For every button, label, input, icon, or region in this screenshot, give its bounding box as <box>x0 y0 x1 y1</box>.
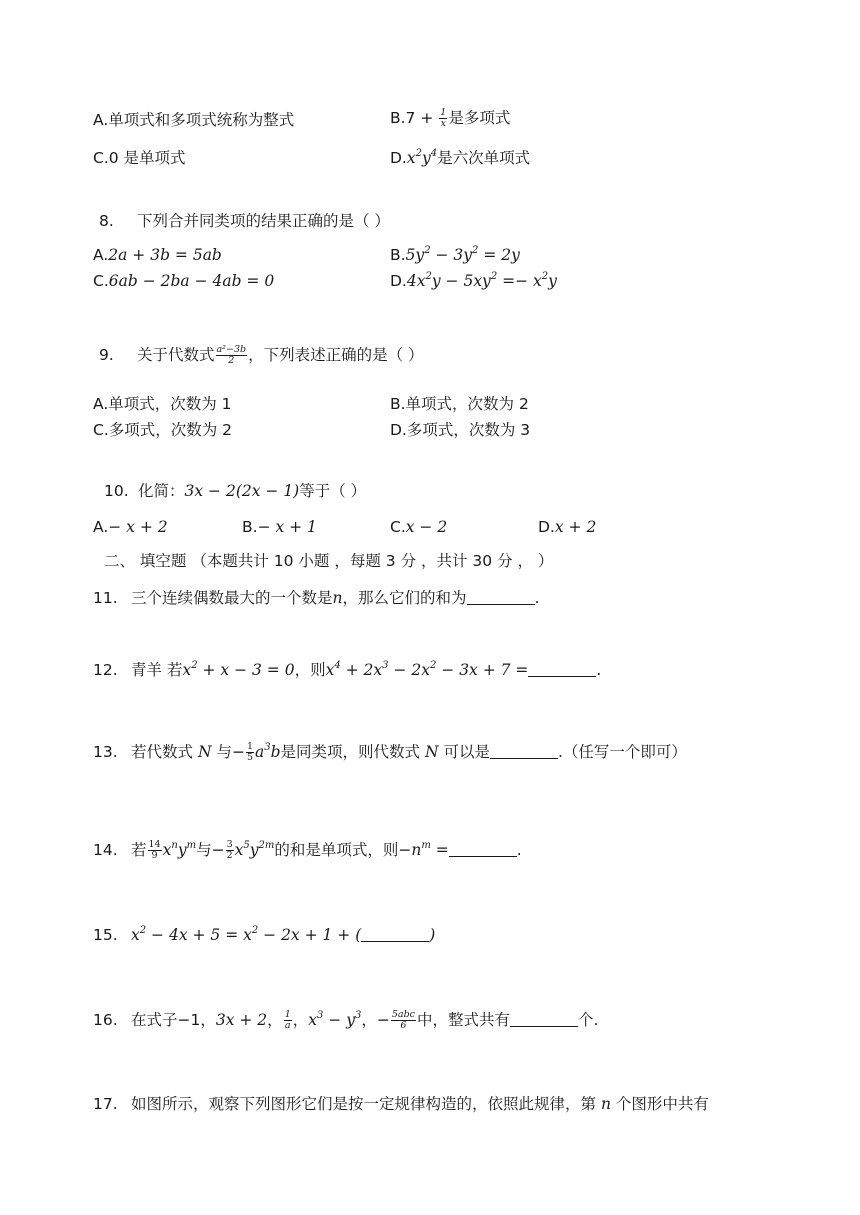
question-10: 10. 化简：3x − 2(2x − 1)等于（ ） <box>104 482 367 500</box>
q9-option-c: C.多项式，次数为 2 <box>93 421 233 439</box>
answer-blank[interactable] <box>490 744 558 759</box>
question-17: 17. 如图所示，观察下列图形它们是按一定规律构造的，依照此规律，第 n 个图形中共有 <box>93 1095 709 1113</box>
answer-blank[interactable] <box>510 1012 578 1027</box>
q9-option-a: A.单项式，次数为 1 <box>93 395 232 413</box>
answer-blank[interactable] <box>449 842 517 857</box>
section-heading-fill-in: 二、 填空题 （本题共计 10 小题 ，每题 3 分 ，共计 30 分 ， ） <box>104 552 554 570</box>
answer-blank[interactable] <box>467 590 535 605</box>
q9-option-b: B.单项式，次数为 2 <box>390 395 529 413</box>
q8-option-c: C.6ab − 2ba − 4ab = 0 <box>93 272 275 290</box>
q10-option-d: D.x + 2 <box>538 518 597 536</box>
question-9: 9. 关于代数式 $\frac{\text{a²−3b}}{2}$ ，下列表述正确的是（ ） <box>99 344 424 366</box>
q10-option-b: B.− x + 1 <box>242 518 317 536</box>
q8-option-a: A.2a + 3b = 5ab <box>93 246 222 264</box>
question-12: 12. 青羊 若$x^2 + x - 3 = 0$，则$x^4 + 2x^3 - 2x^2 - 3x + 7$ = . <box>93 660 602 679</box>
question-15: 15. $x^2 - 4x + 5 = x^2 - 2x + 1$ + ( ) <box>93 925 436 944</box>
question-16: 16. 在式子−1，3x + 2， $\frac{1}{a}$ ，$x^3 - y^3$，− $\frac{\text{5abc}}{6}$ 中，整式共有 个. <box>93 1009 599 1031</box>
q8-option-d: $D.4x^2y - 5xy^2 =- x^2y$ <box>390 271 557 290</box>
answer-blank[interactable] <box>361 927 429 942</box>
q10-option-c: C.x − 2 <box>390 518 448 536</box>
q7-option-a: A.单项式和多项式统称为整式 <box>93 111 295 129</box>
q7-option-b: B.7 + $\frac{1}{x}$ 是多项式 <box>390 107 511 129</box>
answer-blank[interactable] <box>528 662 596 677</box>
q9-option-d: D.多项式，次数为 3 <box>390 421 531 439</box>
question-13: 13. 若代数式 N 与− $\frac{1}{5}$ $a^3b$是同类项，则代数式 N 可以是 .（任写一个即可） <box>93 741 687 763</box>
q8-option-b: $B.5y^2 - 3y^2 = 2y$ <box>390 245 520 264</box>
question-8: 8. 下列合并同类项的结果正确的是（ ） <box>99 212 390 230</box>
question-14: 14. 若 $\frac{14}{9}$ $x^ny^m$与− $\frac{3}{2}$ $x^5y^{2m}$的和是单项式，则$-n^m$ = . <box>93 839 522 861</box>
q7-option-d: $D.x^2y^4$是六次单项式 <box>390 148 531 167</box>
question-11: 11. 三个连续偶数最大的一个数是n，那么它们的和为 . <box>93 589 540 607</box>
q7-option-c: C.0 是单项式 <box>93 149 186 167</box>
q10-option-a: A.− x + 2 <box>93 518 168 536</box>
